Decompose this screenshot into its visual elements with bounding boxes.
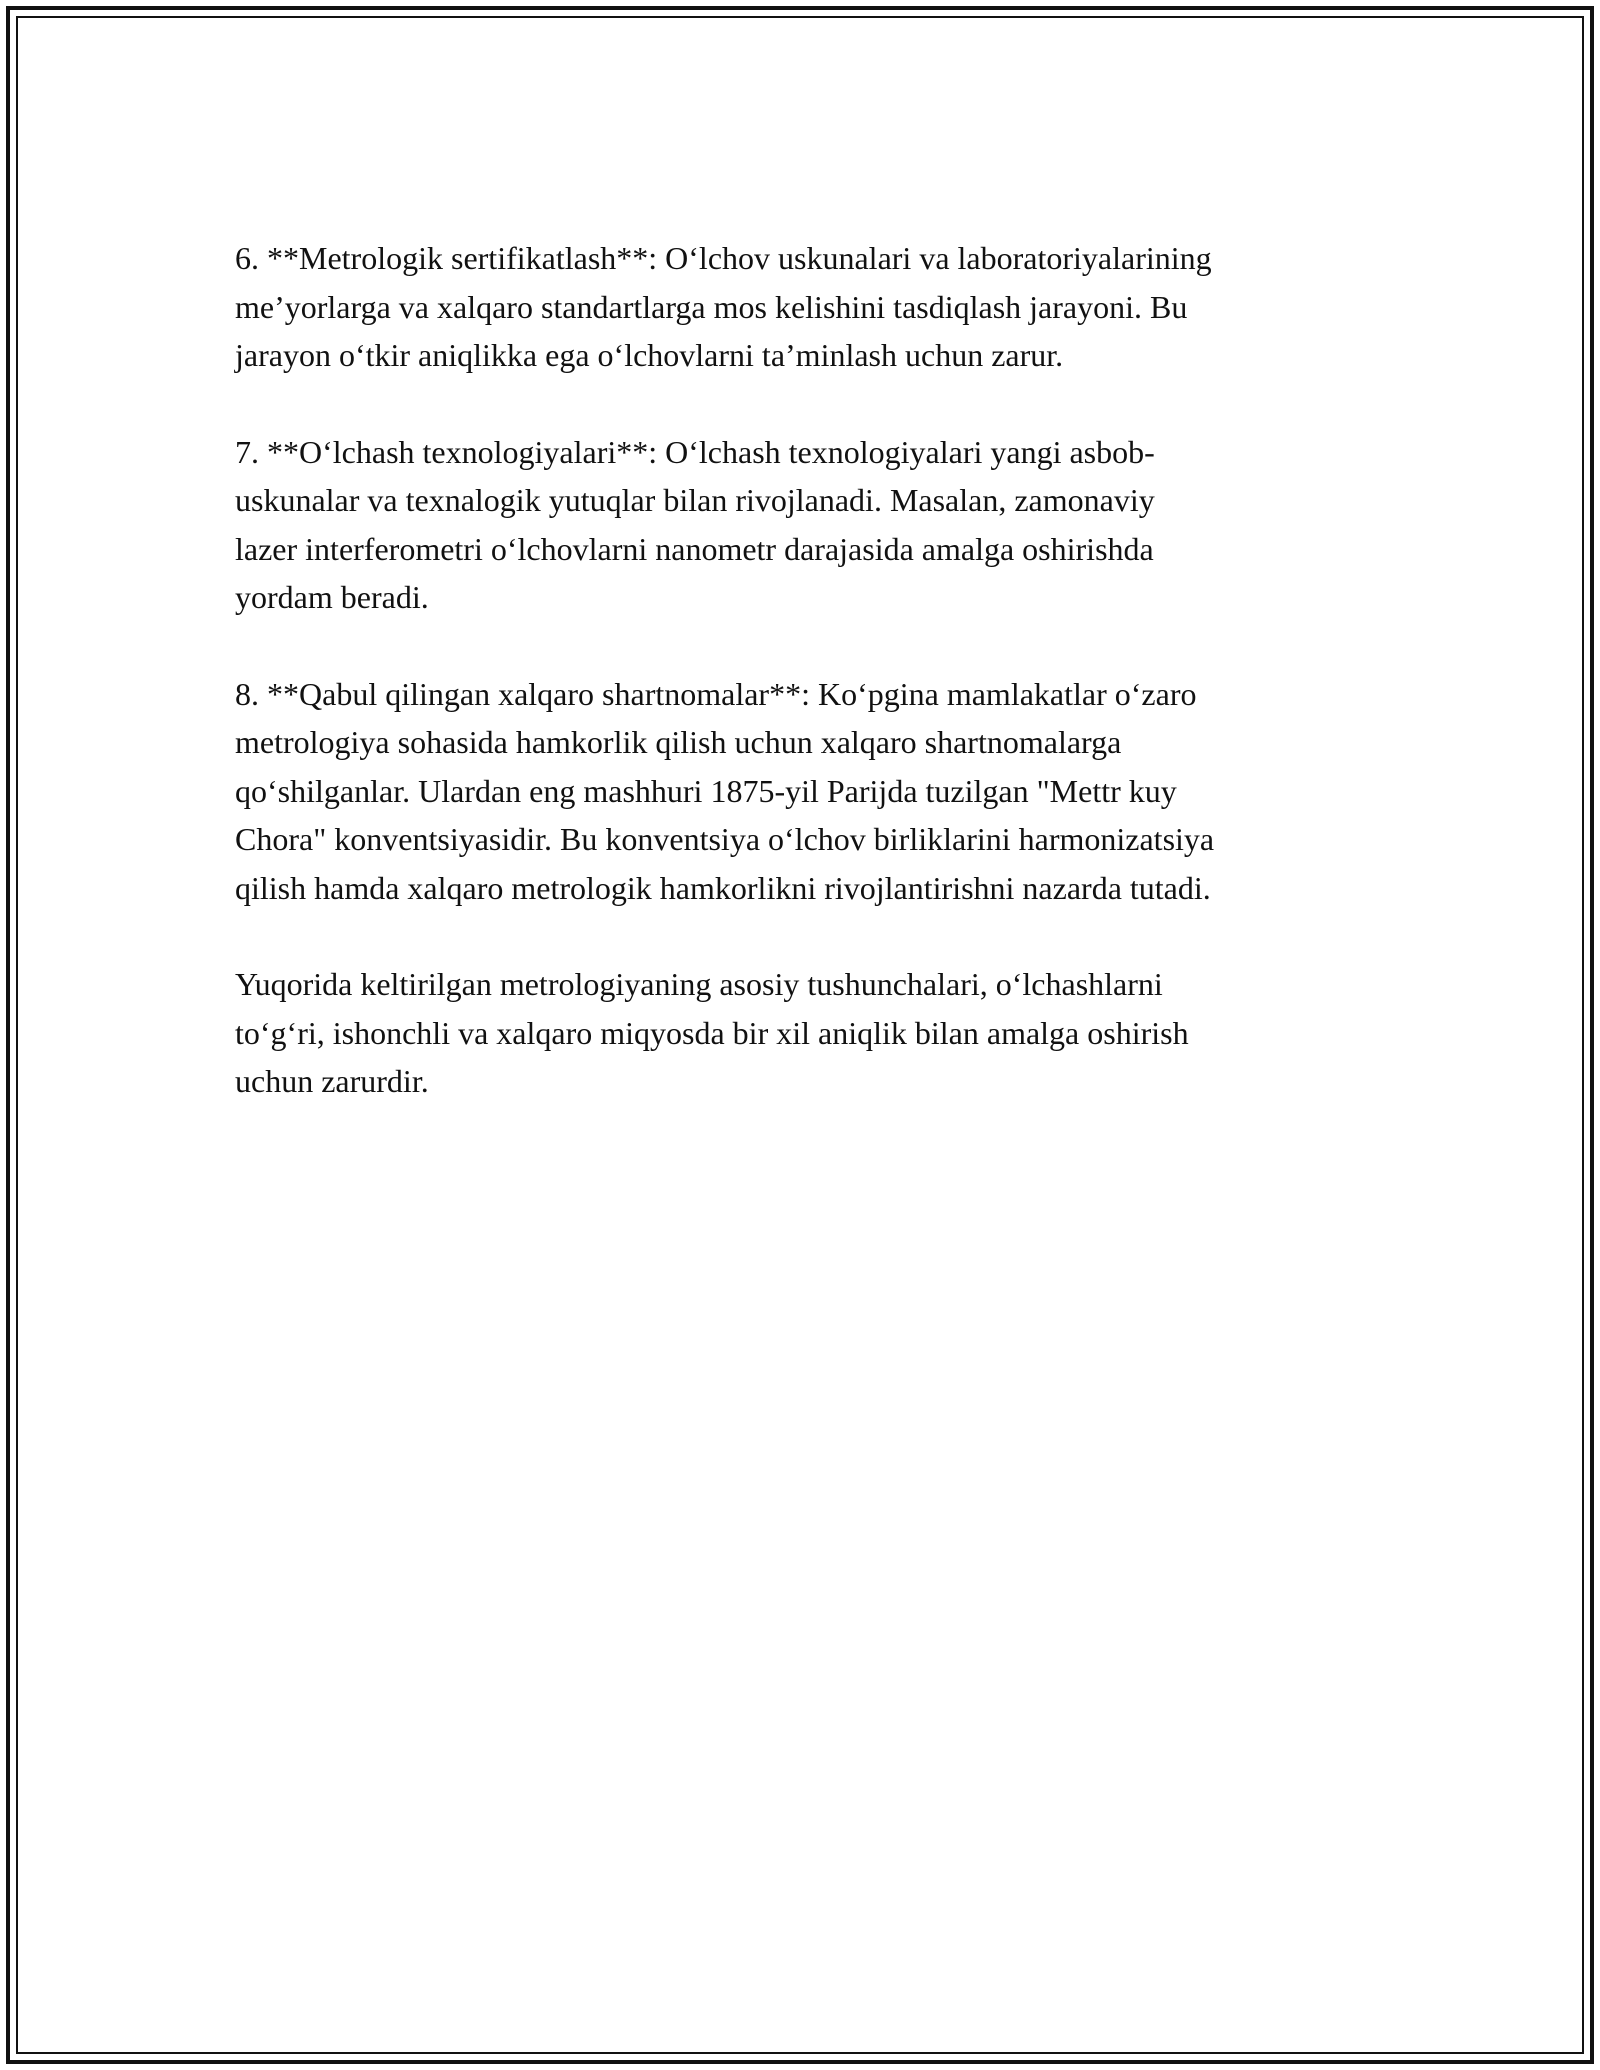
paragraph-olchash-texnologiyalari: 7. **O‘lchash texnologiyalari**: O‘lchash texnologiyalari yangi asbob- uskunalar va texnalogik yutuqlar bilan rivojlanadi. Masalan, zamonaviy lazer interferometri o‘lchovlarni nanometr darajasida amalga oshirishda yordam beradi. bbox=[235, 433, 1155, 615]
paragraph-metrologik-sertifikatlash: 6. **Metrologik sertifikatlash**: O‘lchov uskunalari va laboratoriyalarining me’yorlarga va xalqaro standartlarga mos kelishini tasdiqlash jarayoni. Bu jarayon o‘tkir aniqlikka ega o‘lchovlarni ta’minlash uchun zarur. bbox=[235, 240, 1212, 373]
document-body bbox=[235, 234, 1365, 1154]
paragraph-conclusion: Yuqorida keltirilgan metrologiyaning asosiy tushunchalari, o‘lchashlarni to‘g‘ri, ishonchli va xalqaro miqyosda bir xil aniqlik bilan amalga oshirish uchun zarurdir. bbox=[235, 966, 1189, 1099]
paragraph-xalqaro-shartnomalar: 8. **Qabul qilingan xalqaro shartnomalar**: Ko‘pgina mamlakatlar o‘zaro metrologiya sohasida hamkorlik qilish uchun xalqaro shartnomalarga qo‘shilganlar. Ulardan eng mashhuri 1875-yil Parijda tuzilgan "Mettr kuy Chora" konventsiyasidir. Bu konventsiya o‘lchov birliklarini harmonizatsiya qilish hamda xalqaro metrologik hamkorlikni rivojlantirishni nazarda tutadi. bbox=[235, 675, 1215, 906]
